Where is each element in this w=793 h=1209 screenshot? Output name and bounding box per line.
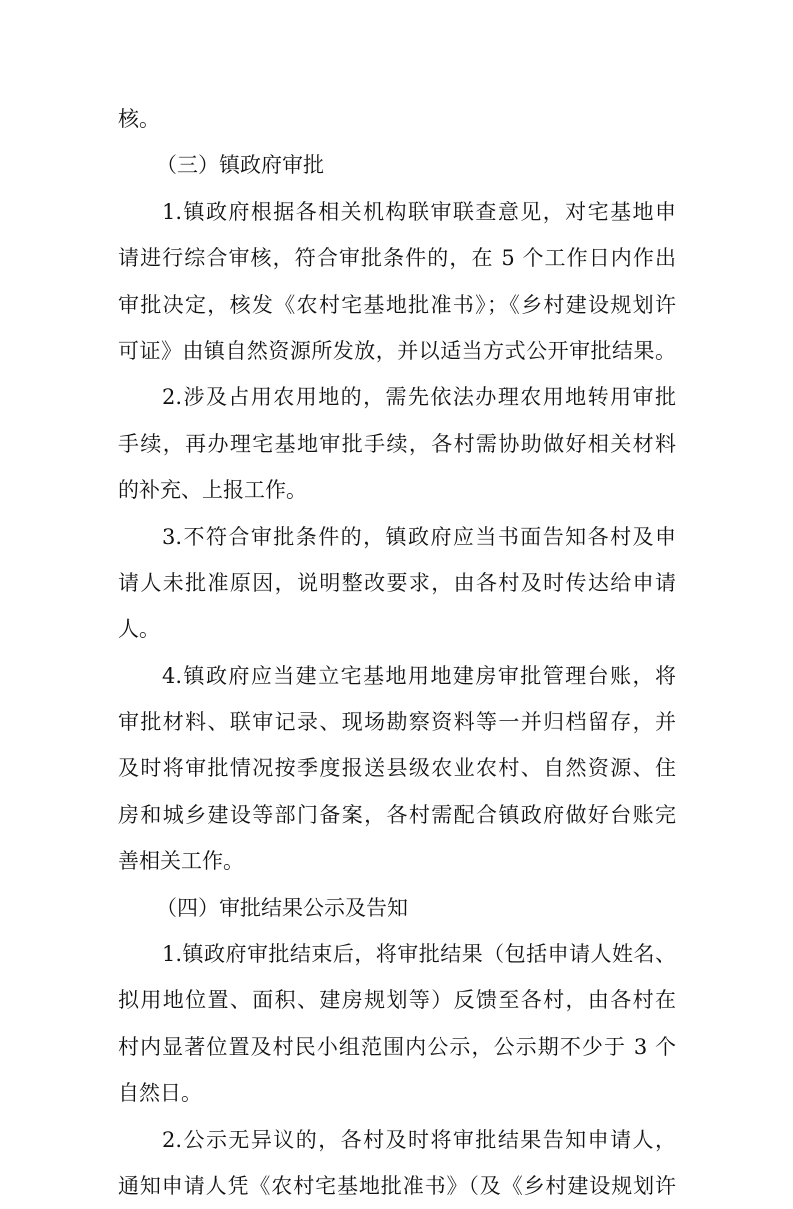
text-line: 的补充、上报工作。 (118, 478, 307, 503)
document-body (118, 96, 676, 1209)
text-line: 2.公示无异议的，各村及时将审批结果告知申请人， (162, 1127, 676, 1152)
text-line: 核。 (118, 107, 160, 131)
text-line: 村内显著位置及村民小组范围内公示，公示期不少于 3 个 (118, 1034, 676, 1059)
section-heading: （三）镇政府审批 (156, 153, 324, 178)
text-line: 可证》由镇自然资源所发放，并以适当方式公开审批结果。 (118, 338, 676, 363)
text-line: 请进行综合审核，符合审批条件的，在 5 个工作日内作出 (118, 246, 676, 271)
text-line: 拟用地位置、面积、建房规划等）反馈至各村，由各村在 (118, 988, 676, 1013)
text-line: 手续，再办理宅基地审批手续，各村需协助做好相关材料 (118, 431, 676, 456)
text-line: 通知申请人凭《农村宅基地批准书》（及《乡村建设规划许 (118, 1173, 676, 1198)
text-line: 1.镇政府审批结束后，将审批结果（包括申请人姓名、 (162, 942, 676, 967)
text-line: 4.镇政府应当建立宅基地用地建房审批管理台账，将 (162, 663, 676, 688)
text-line: 及时将审批情况按季度报送县级农业农村、自然资源、住 (118, 756, 676, 781)
text-line: 自然日。 (118, 1081, 202, 1106)
text-line: 审批决定，核发《农村宅基地批准书》；《乡村建设规划许 (118, 292, 676, 317)
text-line: 1.镇政府根据各相关机构联审联查意见，对宅基地申 (162, 199, 676, 224)
text-line: 人。 (118, 617, 160, 642)
text-line: 3.不符合审批条件的，镇政府应当书面告知各村及申 (162, 524, 676, 549)
text-line: 审批材料、联审记录、现场勘察资料等一并归档留存，并 (118, 710, 676, 735)
text-line: 2.涉及占用农用地的，需先依法办理农用地转用审批 (162, 385, 676, 410)
text-line: 善相关工作。 (118, 849, 244, 874)
section-heading: （四）审批结果公示及告知 (156, 895, 408, 920)
text-line: 房和城乡建设等部门备案，各村需配合镇政府做好台账完 (118, 802, 676, 827)
text-line: 请人未批准原因，说明整改要求，由各村及时传达给申请 (118, 570, 676, 595)
